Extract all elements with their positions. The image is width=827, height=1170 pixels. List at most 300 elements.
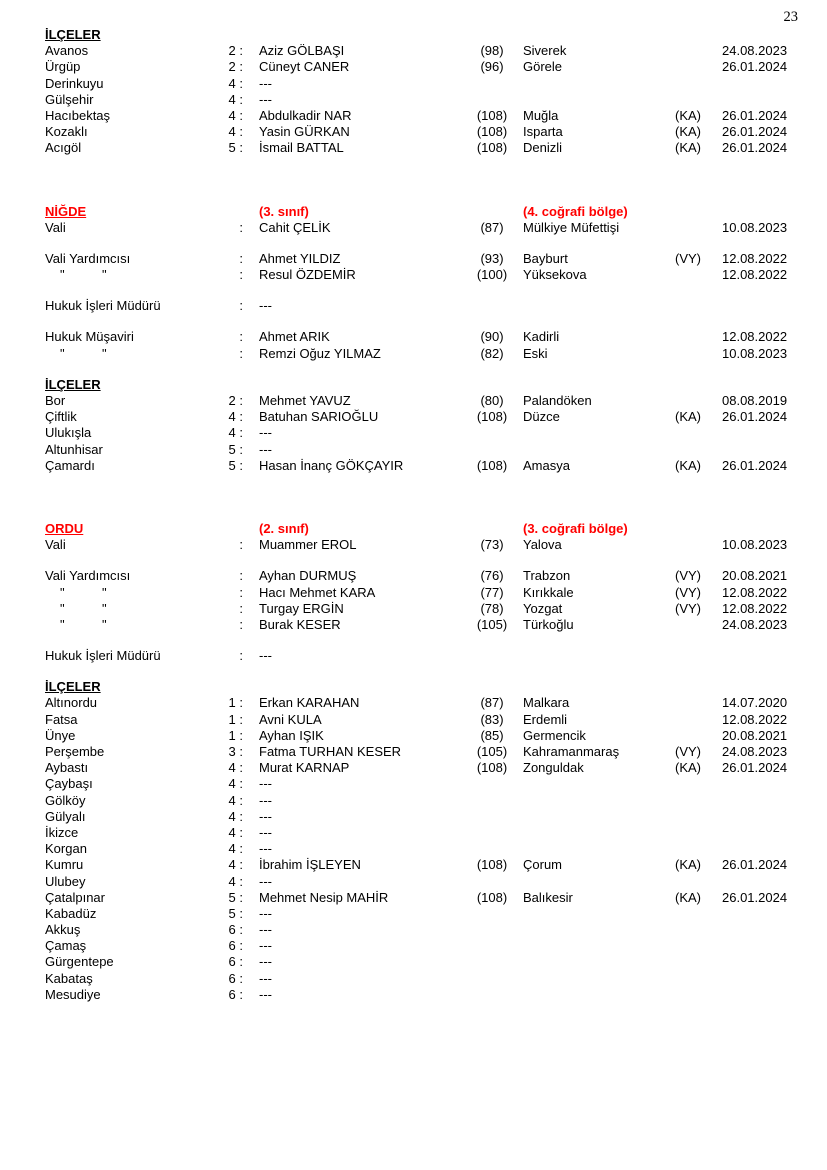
district-rank: 4 :: [228, 107, 243, 123]
district-name: Derinkuyu: [45, 75, 104, 91]
official-name: Turgay ERGİN: [259, 600, 344, 616]
ditto-label: [45, 585, 225, 601]
districts-header-row: [45, 27, 797, 43]
appointment-date: 26.01.2024: [722, 59, 788, 75]
district-rank: 5 :: [228, 140, 243, 156]
assignment-tag: (KA): [675, 140, 701, 156]
official-row: [45, 251, 797, 267]
colon: :: [239, 267, 243, 283]
assignment-tag: [675, 874, 722, 890]
district-row: [45, 987, 797, 1003]
district-name: Hacıbektaş: [45, 107, 111, 123]
registry-number: [461, 938, 523, 954]
official-name: Ayhan IŞIK: [259, 727, 324, 743]
official-name: ---: [259, 75, 272, 91]
origin-place: Kahramanmaraş: [523, 744, 620, 759]
district-name: Acıgöl: [45, 140, 82, 156]
district-row: [45, 776, 797, 792]
colon: :: [239, 329, 243, 345]
ditto-label: [45, 267, 225, 283]
assignment-tag: [675, 809, 722, 825]
appointment-date: [722, 92, 797, 108]
registry-number: (87): [480, 695, 504, 711]
registry-number: [461, 648, 523, 664]
registry-number: (98): [480, 43, 504, 59]
assignment-tag: (VY): [675, 600, 701, 616]
district-row: [45, 409, 797, 425]
registry-number: (73): [480, 537, 504, 553]
appointment-date: [722, 76, 797, 92]
district-name: Kozaklı: [45, 124, 88, 140]
: [523, 27, 675, 43]
district-name: Kabataş: [45, 970, 93, 986]
official-name: ---: [259, 776, 272, 792]
district-rank: 5 :: [228, 457, 243, 473]
official-row: [45, 298, 797, 314]
assignment-tag: [675, 617, 722, 633]
ditto-mark: ": [60, 616, 65, 632]
origin-place: Yozgat: [523, 600, 563, 616]
districts-header: İLÇELER: [45, 376, 101, 392]
registry-number: (108): [476, 857, 508, 873]
district-row: [45, 954, 797, 970]
district-rank: 4 :: [228, 409, 243, 425]
origin-place: [523, 92, 675, 108]
assignment-tag: [675, 442, 722, 458]
district-row: [45, 695, 797, 711]
district-rank: 4 :: [228, 760, 243, 776]
registry-number: [461, 841, 523, 857]
colon: :: [239, 648, 243, 664]
appointment-date: [722, 442, 797, 458]
district-name: Gürgentepe: [45, 954, 114, 970]
assignment-tag: [675, 220, 722, 236]
appointment-date: [722, 987, 797, 1003]
province-header-row: [45, 204, 797, 220]
origin-place: Eski: [523, 345, 548, 361]
province-region: (3. coğrafi bölge): [523, 520, 628, 536]
assignment-tag: [675, 825, 722, 841]
district-name: Korgan: [45, 841, 87, 857]
district-row: [45, 442, 797, 458]
origin-place: Yalova: [523, 537, 562, 553]
official-row: [45, 648, 797, 664]
registry-number: [461, 971, 523, 987]
assignment-tag: [675, 841, 722, 857]
registry-number: [461, 987, 523, 1003]
assignment-tag: [675, 971, 722, 987]
origin-place: Kadirli: [523, 329, 560, 345]
official-name: ---: [259, 298, 272, 314]
colon: :: [239, 616, 243, 632]
district-row: [45, 922, 797, 938]
origin-place: Muğla: [523, 107, 559, 123]
appointment-date: 26.01.2024: [722, 857, 788, 873]
registry-number: [461, 76, 523, 92]
official-name: ---: [259, 441, 272, 457]
assignment-tag: [675, 648, 722, 664]
appointment-date: 12.08.2022: [722, 250, 788, 266]
: [243, 377, 461, 393]
district-name: Bor: [45, 393, 66, 408]
origin-place: Germencik: [523, 727, 586, 743]
appointment-date: [722, 298, 797, 314]
registry-number: (108): [476, 457, 508, 473]
origin-place: [523, 442, 675, 458]
colon: :: [239, 600, 243, 616]
role-label: Vali: [45, 219, 66, 235]
assignment-tag: [675, 537, 722, 553]
assignment-tag: (KA): [675, 760, 701, 776]
: [523, 377, 675, 393]
official-name: ---: [259, 954, 272, 970]
official-name: Hasan İnanç GÖKÇAYIR: [259, 457, 404, 473]
official-name: ---: [259, 425, 272, 441]
official-name: Erkan KARAHAN: [259, 695, 360, 711]
district-row: [45, 744, 797, 760]
official-name: Mehmet Nesip MAHİR: [259, 889, 389, 905]
registry-number: [461, 809, 523, 825]
district-rank: 3 :: [228, 744, 243, 759]
district-rank: 2 :: [228, 43, 243, 59]
role-label: Vali Yardımcısı: [45, 250, 131, 266]
district-row: [45, 76, 797, 92]
colon: :: [239, 537, 243, 553]
district-row: [45, 890, 797, 906]
official-row: [45, 267, 797, 283]
district-name: Altınordu: [45, 695, 98, 711]
ditto-mark: ": [102, 584, 107, 600]
origin-place: Bayburt: [523, 250, 568, 266]
appointment-date: [722, 938, 797, 954]
appointment-date: 08.08.2019: [722, 393, 788, 408]
registry-number: [461, 298, 523, 314]
district-row: [45, 841, 797, 857]
district-row: [45, 712, 797, 728]
assignment-tag: [675, 712, 722, 728]
: [243, 679, 461, 695]
assignment-tag: (VY): [675, 584, 701, 600]
ditto-mark: ": [60, 584, 65, 600]
appointment-date: 12.08.2022: [722, 329, 788, 345]
official-row: [45, 617, 797, 633]
assignment-tag: [675, 776, 722, 792]
origin-place: [523, 987, 675, 1003]
province-section: [45, 521, 797, 1003]
official-name: Abdulkadir NAR: [259, 107, 352, 123]
origin-place: [523, 425, 675, 441]
colon: :: [239, 219, 243, 235]
district-rank: 4 :: [228, 425, 243, 441]
origin-place: [523, 825, 675, 841]
origin-place: Düzce: [523, 409, 560, 425]
district-name: Ürgüp: [45, 59, 81, 75]
origin-place: [523, 76, 675, 92]
assignment-tag: [675, 987, 722, 1003]
ditto-label: [45, 601, 225, 617]
district-rank: 5 :: [228, 905, 243, 921]
registry-number: (76): [480, 568, 504, 584]
district-row: [45, 906, 797, 922]
assignment-tag: (KA): [675, 857, 701, 873]
appointment-date: 24.08.2023: [722, 744, 788, 759]
origin-place: [523, 298, 675, 314]
registry-number: (83): [480, 711, 504, 727]
origin-place: [523, 793, 675, 809]
assignment-tag: [675, 695, 722, 711]
district-row: [45, 393, 797, 409]
: [225, 377, 243, 393]
official-name: Ayhan DURMUŞ: [259, 568, 357, 584]
registry-number: (105): [476, 744, 508, 759]
registry-number: (82): [480, 345, 504, 361]
district-row: [45, 971, 797, 987]
district-name: Gülşehir: [45, 91, 94, 107]
district-rank: 4 :: [228, 873, 243, 889]
assignment-tag: (KA): [675, 409, 701, 425]
official-name: Cahit ÇELİK: [259, 219, 331, 235]
appointment-date: [722, 793, 797, 809]
official-name: İsmail BATTAL: [259, 140, 344, 156]
registry-number: (96): [480, 59, 504, 75]
official-row: [45, 601, 797, 617]
appointment-date: 10.08.2023: [722, 537, 788, 553]
district-name: Ünye: [45, 727, 76, 743]
appointment-date: 26.01.2024: [722, 889, 788, 905]
role-label: Hukuk Müşaviri: [45, 329, 134, 345]
appointment-date: [722, 648, 797, 664]
district-rank: 5 :: [228, 889, 243, 905]
district-rank: 2 :: [228, 59, 243, 75]
registry-number: [461, 874, 523, 890]
origin-place: [523, 776, 675, 792]
ditto-mark: ": [102, 600, 107, 616]
district-rank: 4 :: [228, 808, 243, 824]
ditto-label: [45, 346, 225, 362]
official-row: [45, 585, 797, 601]
official-row: [45, 346, 797, 362]
origin-place: Amasya: [523, 457, 570, 473]
assignment-tag: [675, 76, 722, 92]
assignment-tag: [675, 425, 722, 441]
origin-place: Mülkiye Müfettişi: [523, 219, 620, 235]
registry-number: (105): [476, 616, 508, 632]
registry-number: [461, 922, 523, 938]
registry-number: [461, 425, 523, 441]
official-name: ---: [259, 824, 272, 840]
registry-number: (108): [476, 140, 508, 156]
appointment-date: 12.08.2022: [722, 600, 788, 616]
official-name: ---: [259, 792, 272, 808]
official-name: ---: [259, 938, 272, 954]
official-name: Mehmet YAVUZ: [259, 393, 351, 408]
assignment-tag: [675, 329, 722, 345]
document-content: [45, 27, 797, 1003]
: [461, 679, 523, 695]
district-rank: 4 :: [228, 792, 243, 808]
origin-place: [523, 922, 675, 938]
registry-number: (108): [476, 889, 508, 905]
origin-place: [523, 648, 675, 664]
district-name: Çiftlik: [45, 409, 77, 425]
origin-place: [523, 841, 675, 857]
districts-header-row: [45, 377, 797, 393]
district-row: [45, 43, 797, 59]
: [243, 27, 461, 43]
district-name: Perşembe: [45, 744, 105, 759]
appointment-date: [722, 776, 797, 792]
origin-place: Malkara: [523, 695, 570, 711]
district-rank: 4 :: [228, 857, 243, 873]
origin-place: [523, 874, 675, 890]
origin-place: [523, 906, 675, 922]
: [722, 377, 797, 393]
province-title: NİĞDE: [45, 203, 87, 219]
ditto-mark: ": [60, 600, 65, 616]
appointment-date: [722, 874, 797, 890]
official-name: ---: [259, 91, 272, 107]
origin-place: [523, 971, 675, 987]
official-name: Hacı Mehmet KARA: [259, 584, 376, 600]
official-name: Fatma TURHAN KESER: [259, 744, 402, 759]
origin-place: Görele: [523, 59, 563, 75]
assignment-tag: (KA): [675, 889, 701, 905]
province-region: (4. coğrafi bölge): [523, 203, 628, 219]
province-title: ORDU: [45, 520, 84, 536]
assignment-tag: [675, 922, 722, 938]
district-row: [45, 809, 797, 825]
assignment-tag: [675, 92, 722, 108]
official-name: Aziz GÖLBAŞI: [259, 43, 345, 59]
district-name: Kabadüz: [45, 905, 97, 921]
official-name: Murat KARNAP: [259, 760, 350, 776]
district-row: [45, 728, 797, 744]
appointment-date: 20.08.2021: [722, 568, 788, 584]
registry-number: [461, 906, 523, 922]
district-name: Akkuş: [45, 922, 81, 938]
assignment-tag: (VY): [675, 744, 701, 759]
district-rank: 4 :: [228, 91, 243, 107]
ditto-label: [45, 617, 225, 633]
assignment-tag: (KA): [675, 457, 701, 473]
official-name: Yasin GÜRKAN: [259, 124, 350, 140]
district-name: Aybastı: [45, 760, 89, 776]
registry-number: [461, 793, 523, 809]
district-row: [45, 59, 797, 75]
district-rank: 4 :: [228, 824, 243, 840]
official-name: ---: [259, 873, 272, 889]
registry-number: [461, 776, 523, 792]
: [675, 27, 722, 43]
district-rank: 1 :: [228, 727, 243, 743]
official-name: İbrahim İŞLEYEN: [259, 857, 361, 873]
appointment-date: 24.08.2023: [722, 43, 788, 59]
district-rank: 4 :: [228, 75, 243, 91]
district-name: Çamardı: [45, 457, 95, 473]
origin-place: [523, 938, 675, 954]
official-name: Burak KESER: [259, 616, 341, 632]
district-name: Çatalpınar: [45, 889, 105, 905]
origin-place: Denizli: [523, 140, 563, 156]
origin-place: Isparta: [523, 124, 563, 140]
assignment-tag: [675, 298, 722, 314]
role-label: Vali: [45, 537, 66, 553]
registry-number: (100): [476, 267, 508, 283]
official-name: ---: [259, 808, 272, 824]
assignment-tag: [675, 393, 722, 409]
district-name: Avanos: [45, 43, 89, 59]
province-class: (3. sınıf): [259, 203, 309, 219]
district-rank: 4 :: [228, 124, 243, 140]
assignment-tag: [675, 59, 722, 75]
district-row: [45, 825, 797, 841]
appointment-date: [722, 809, 797, 825]
ditto-mark: ": [60, 267, 65, 283]
appointment-date: 26.01.2024: [722, 760, 788, 776]
colon: :: [239, 250, 243, 266]
district-name: Kumru: [45, 857, 84, 873]
registry-number: [461, 442, 523, 458]
appointment-date: [722, 425, 797, 441]
official-name: ---: [259, 905, 272, 921]
district-name: Ulukışla: [45, 425, 92, 441]
assignment-tag: [675, 938, 722, 954]
district-name: Fatsa: [45, 711, 78, 727]
origin-place: [523, 954, 675, 970]
appointment-date: [722, 922, 797, 938]
origin-place: Erdemli: [523, 711, 568, 727]
appointment-date: 26.01.2024: [722, 140, 788, 156]
registry-number: (108): [476, 124, 508, 140]
origin-place: Trabzon: [523, 568, 571, 584]
origin-place: Çorum: [523, 857, 563, 873]
district-row: [45, 938, 797, 954]
origin-place: Yüksekova: [523, 267, 587, 283]
district-row: [45, 140, 797, 156]
registry-number: (87): [480, 219, 504, 235]
origin-place: Siverek: [523, 43, 567, 59]
district-name: Ulubey: [45, 873, 86, 889]
registry-number: (85): [480, 727, 504, 743]
official-name: Batuhan SARIOĞLU: [259, 409, 379, 425]
official-row: [45, 329, 797, 345]
appointment-date: 12.08.2022: [722, 711, 788, 727]
registry-number: [461, 825, 523, 841]
province-header-row: [45, 521, 797, 537]
district-name: İkizce: [45, 824, 79, 840]
official-row: [45, 568, 797, 584]
district-name: Gülyalı: [45, 808, 86, 824]
district-row: [45, 793, 797, 809]
district-rank: 1 :: [228, 711, 243, 727]
appointment-date: [722, 954, 797, 970]
: [461, 27, 523, 43]
assignment-tag: [675, 346, 722, 362]
assignment-tag: [675, 728, 722, 744]
official-name: ---: [259, 841, 272, 857]
assignment-tag: (KA): [675, 107, 701, 123]
district-rank: 6 :: [228, 954, 243, 970]
districts-continuation-section: [45, 27, 797, 157]
official-name: ---: [259, 986, 272, 1002]
ditto-mark: ": [60, 345, 65, 361]
district-rank: 4 :: [228, 776, 243, 792]
district-row: [45, 124, 797, 140]
assignment-tag: [675, 267, 722, 283]
district-name: Çaybaşı: [45, 776, 93, 792]
: [523, 679, 675, 695]
district-name: Çamaş: [45, 938, 87, 954]
